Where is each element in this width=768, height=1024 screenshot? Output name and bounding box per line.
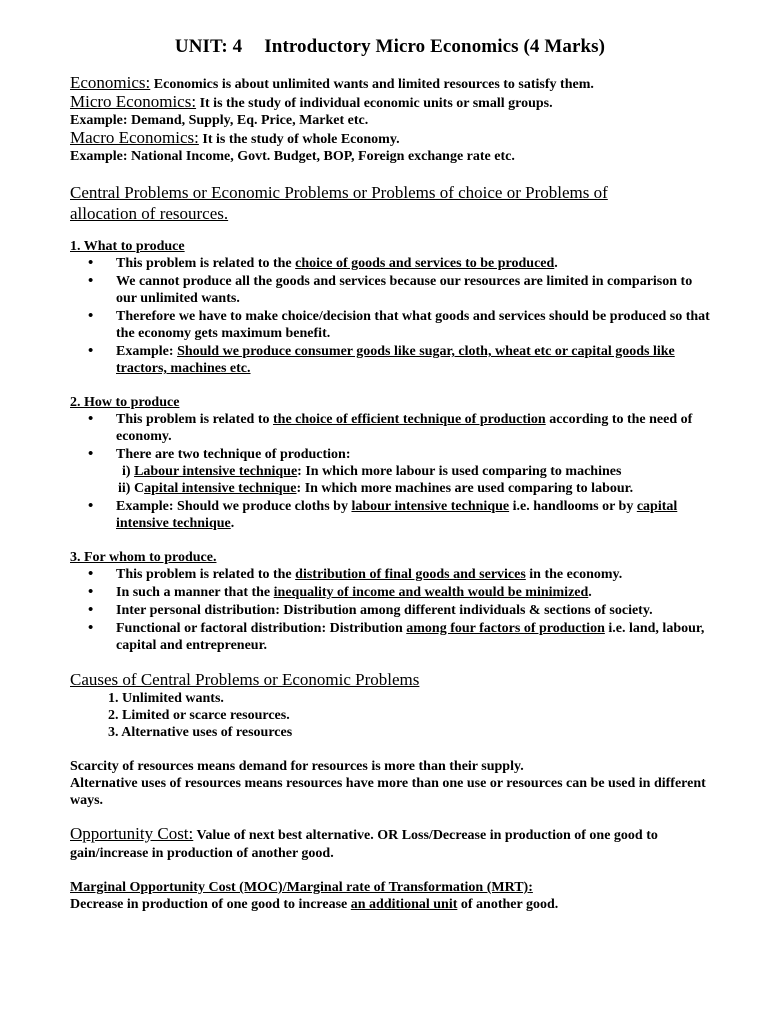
list-item: • This problem is related to the choice of goods and services to be produced. [70, 255, 710, 272]
page-title [70, 36, 710, 58]
macro-example: Example: National Income, Govt. Budget, BOP, Foreign exchange rate etc. [70, 149, 515, 164]
moc-block [70, 879, 710, 913]
micro-term: Micro Economics: [70, 92, 197, 111]
section-for-whom [70, 549, 710, 654]
what-heading: 1. What to produce [70, 239, 185, 254]
opportunity-cost-text: Value of next best alternative. OR Loss/Decrease in production of one good to gain/increase in production of another good. [70, 828, 658, 861]
macro-text: It is the study of whole Economy. [202, 132, 400, 147]
macro-term: Macro Economics: [70, 128, 199, 147]
central-heading-line-1: Central Problems or Economic Problems or Problems of choice or Problems of [70, 183, 608, 202]
whom-list [70, 566, 710, 654]
unit-name: Introductory Micro Economics (4 Marks) [264, 36, 606, 57]
central-heading-line-2: allocation of resources. [70, 204, 229, 223]
list-item: • Example: Should we produce consumer goods like sugar, cloth, wheat etc or capital goods like tractors, machines etc. [70, 343, 710, 377]
document-page [70, 36, 710, 913]
opportunity-cost [70, 825, 710, 863]
scarcity-block [70, 758, 710, 809]
list-item: 1. Unlimited wants. [108, 691, 224, 706]
scarcity-paragraph: Scarcity of resources means demand for resources is more than their supply. [70, 759, 524, 774]
micro-definition [70, 93, 710, 112]
macro-definition [70, 129, 710, 148]
section-how-to-produce [70, 394, 710, 532]
moc-heading: Marginal Opportunity Cost (MOC)/Marginal rate of Transformation (MRT): [70, 880, 533, 895]
list-item: 2. Limited or scarce resources. [108, 708, 290, 723]
list-item: • This problem is related to the distribution of final goods and services in the economy. [70, 566, 710, 583]
what-list [70, 255, 710, 377]
how-heading: 2. How to produce [70, 395, 180, 410]
whom-heading: 3. For whom to produce. [70, 550, 217, 565]
causes-heading: Causes of Central Problems or Economic Problems [70, 670, 420, 689]
opportunity-cost-term: Opportunity Cost: [70, 824, 194, 843]
list-item: • In such a manner that the inequality of income and wealth would be minimized. [70, 584, 710, 601]
micro-text: It is the study of individual economic units or small groups. [199, 96, 553, 111]
causes-list [70, 690, 710, 741]
list-item: 3. Alternative uses of resources [108, 725, 293, 740]
alternative-uses-paragraph: Alternative uses of resources means resources have more than one use or resources can be used in different ways. [70, 776, 706, 808]
technique-labour: i) Labour intensive technique: In which more labour is used comparing to machines [122, 464, 622, 479]
micro-example: Example: Demand, Supply, Eq. Price, Market etc. [70, 113, 369, 128]
economics-definition [70, 74, 710, 93]
list-item: • We cannot produce all the goods and services because our resources are limited in comparison to our unlimited wants. [70, 273, 710, 307]
economics-term: Economics: [70, 73, 151, 92]
list-item: • Functional or factoral distribution: Distribution among four factors of production i.e. land, labour, capital and entrepreneur. [70, 620, 710, 654]
technique-capital: ii) Capital intensive technique: In which more machines are used comparing to labour. [118, 481, 634, 496]
list-item: • Therefore we have to make choice/decision that what goods and services should be produced so that the economy gets maximum benefit. [70, 308, 710, 342]
list-item: • There are two technique of production: i) Labour intensive technique: In which more labour is used comparing to machines ii) Capital intensive technique: In which more machines are used comparing to labour. [70, 446, 710, 497]
list-item: • Example: Should we produce cloths by labour intensive technique i.e. handlooms or by capital intensive technique. [70, 498, 710, 532]
how-list [70, 411, 710, 532]
central-problems-heading [70, 182, 710, 224]
list-item: • Inter personal distribution: Distribution among different individuals & sections of society. [70, 602, 710, 619]
section-what-to-produce [70, 238, 710, 377]
list-item: • This problem is related to the choice of efficient technique of production according to the need of economy. [70, 411, 710, 445]
unit-label: UNIT: 4 [174, 36, 243, 57]
moc-text: Decrease in production of one good to increase an additional unit of another good. [70, 897, 559, 912]
economics-text: Economics is about unlimited wants and limited resources to satisfy them. [153, 77, 594, 92]
